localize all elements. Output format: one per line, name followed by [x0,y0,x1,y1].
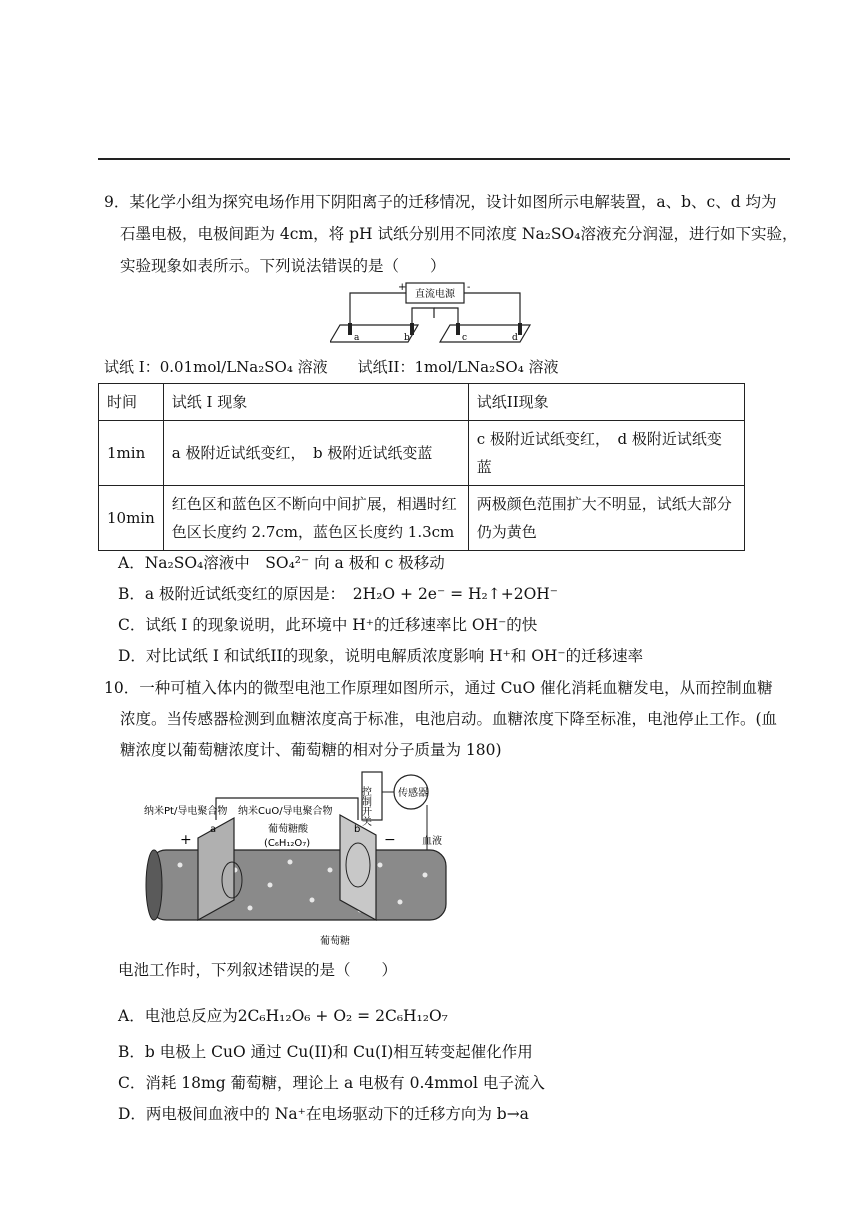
table-header-row [99,384,745,421]
label-b: b [404,333,410,343]
label-a: a [354,333,360,343]
q9-option-b: B．a 极附近试纸变红的原因是： 2H₂O + 2e⁻ = H₂↑+2OH⁻ [118,585,558,603]
table-cell: 红色区和蓝色区不断向中间扩展，相遇时红色区长度约 2.7cm，蓝色区长度约 1.3cm [163,486,468,551]
label-a: a [210,824,217,835]
table-cell: 1min [99,421,164,486]
q10-sub-question: 电池工作时，下列叙述错误的是（ ） [118,961,398,979]
header-rule [98,158,790,160]
label-d: d [512,333,518,343]
q10-option-c: C．消耗 18mg 葡萄糖，理论上 a 电极有 0.4mmol 电子流入 [118,1074,545,1092]
label-b: b [354,824,361,835]
label-glucose: 葡萄糖 [320,936,350,947]
table-cell: 10min [99,486,164,551]
label-c: c [462,333,468,343]
q10-option-a: A．电池总反应为2C₆H₁₂O₆ + O₂ = 2C₆H₁₂O₇ [118,1007,448,1025]
q9-option-c: C．试纸 I 的现象说明，此环境中 H⁺的迁移速率比 OH⁻的快 [118,616,538,634]
electrode-c [456,323,460,335]
electrode-a [348,323,352,335]
plus-sign: + [398,282,407,293]
q9-stem-line2: 石墨电极，电极间距为 4cm，将 pH 试纸分别用不同浓度 Na₂SO₄溶液充分润湿，进行如下实验， [120,225,798,243]
q9-option-d: D．对比试纸 I 和试纸II的现象，说明电解质浓度影响 H⁺和 OH⁻的迁移速率 [118,647,644,665]
table-row [99,421,745,486]
q10-stem-line1: 10．一种可植入体内的微型电池工作原理如图所示，通过 CuO 催化消耗血糖发电，从而控制血糖 [104,679,773,697]
q9-electrolysis-diagram [330,280,540,350]
electrode-d [518,323,522,335]
q10-battery-diagram [140,770,460,950]
q10-stem-line2: 浓度。当传感器检测到血糖浓度高于标准，电池启动。血糖浓度下降至标准，电池停止工作。(血 [120,710,778,728]
q9-option-a: A．Na₂SO₄溶液中 SO₄²⁻ 向 a 极和 c 极移动 [118,554,445,572]
q10-stem-line3: 糖浓度以葡萄糖浓度计、葡萄糖的相对分子质量为 180) [120,741,502,759]
label-blood: 血液 [422,836,442,847]
label-gluconic: 葡萄糖酸 [268,824,308,835]
table-cell: a 极附近试纸变红， b 极附近试纸变蓝 [163,421,468,486]
label-sensor: 传感器 [398,788,428,799]
minus-sign: - [467,282,471,293]
label-pt: 纳米Pt/导电聚合物 [144,806,228,817]
q10-option-b: B．b 电极上 CuO 通过 Cu(II)和 Cu(I)相互转变起催化作用 [118,1043,533,1061]
q9-observation-table [98,383,745,551]
table-cell: 两极颜色范围扩大不明显，试纸大部分仍为黄色 [468,486,744,551]
q9-paper-labels: 试纸 I：0.01mol/LNa₂SO₄ 溶液 试纸II：1mol/LNa₂SO₄ 溶液 [104,358,559,376]
q9-stem-line1: 9．某化学小组为探究电场作用下阴阳离子的迁移情况，设计如图所示电解装置，a、b、c、d 均为 [104,193,777,211]
blood-vessel [150,850,446,920]
power-label: 直流电源 [415,289,455,300]
q10-option-d: D．两电极间血液中的 Na⁺在电场驱动下的迁移方向为 b→a [118,1105,529,1123]
table-header: 试纸II现象 [468,384,744,421]
q9-stem-line3: 实验现象如表所示。下列说法错误的是（ ） [120,257,446,275]
table-cell: c 极附近试纸变红， d 极附近试纸变蓝 [468,421,744,486]
electrode-b [410,323,414,335]
plus-sign: + [180,832,192,848]
label-gluconic-formula: (C₆H₁₂O₇) [264,838,311,849]
table-header: 时间 [99,384,164,421]
label-cuo: 纳米CuO/导电聚合物 [238,806,333,817]
table-row [99,486,745,551]
label-switch: 控制开关 [359,786,371,826]
minus-sign: − [384,832,396,848]
table-header: 试纸 I 现象 [163,384,468,421]
